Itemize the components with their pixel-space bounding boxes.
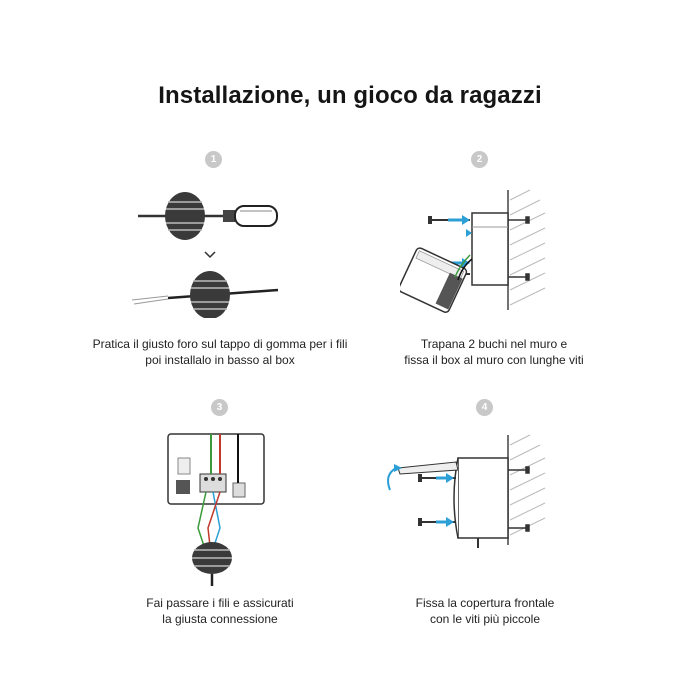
step-1-caption-line1: Pratica il giusto foro sul tappo di gomma per i fili xyxy=(92,337,348,351)
wall-icon xyxy=(508,190,545,310)
chevron-down-icon xyxy=(205,252,215,257)
screwdriver-icon xyxy=(138,206,277,226)
terminal-block-icon xyxy=(200,474,226,492)
junction-box-icon xyxy=(472,213,508,285)
step-2-number-badge: 2 xyxy=(471,151,488,168)
front-cover-icon xyxy=(398,462,458,474)
step-3-caption-line2: la giusta connessione xyxy=(162,612,278,626)
step-1-caption-line2: poi installalo in basso al box xyxy=(145,353,295,367)
arrow-icon xyxy=(448,215,470,268)
rubber-plug-icon xyxy=(165,192,205,240)
screw-icon xyxy=(418,474,456,526)
front-cover-icon xyxy=(400,247,468,314)
step-2-caption xyxy=(329,336,659,368)
rubber-plug-icon xyxy=(192,542,232,586)
step-4-number-badge: 4 xyxy=(476,399,493,416)
page-title: Installazione, un gioco da ragazzi xyxy=(158,82,542,109)
step-1-number-badge: 1 xyxy=(205,151,222,168)
step-4-caption-line1: Fissa la copertura frontale xyxy=(415,596,555,610)
step-1-illustration xyxy=(128,178,298,318)
step-4-caption xyxy=(320,595,650,627)
arrow-icon xyxy=(436,473,454,527)
step-4-caption-line2: con le viti più piccole xyxy=(429,612,541,626)
step-2-caption-line2: fissa il box al muro con lunghe viti xyxy=(404,353,584,367)
step-4-illustration xyxy=(378,430,558,580)
step-2-illustration xyxy=(400,185,560,325)
junction-box-icon xyxy=(458,458,508,538)
step-3-caption-line1: Fai passare i fili e assicurati xyxy=(146,596,294,610)
step-3-number-badge: 3 xyxy=(211,399,228,416)
step-3-illustration xyxy=(160,428,270,588)
cable-with-plug-icon xyxy=(132,271,278,318)
step-2-caption-line1: Trapana 2 buchi nel muro e xyxy=(420,337,568,351)
